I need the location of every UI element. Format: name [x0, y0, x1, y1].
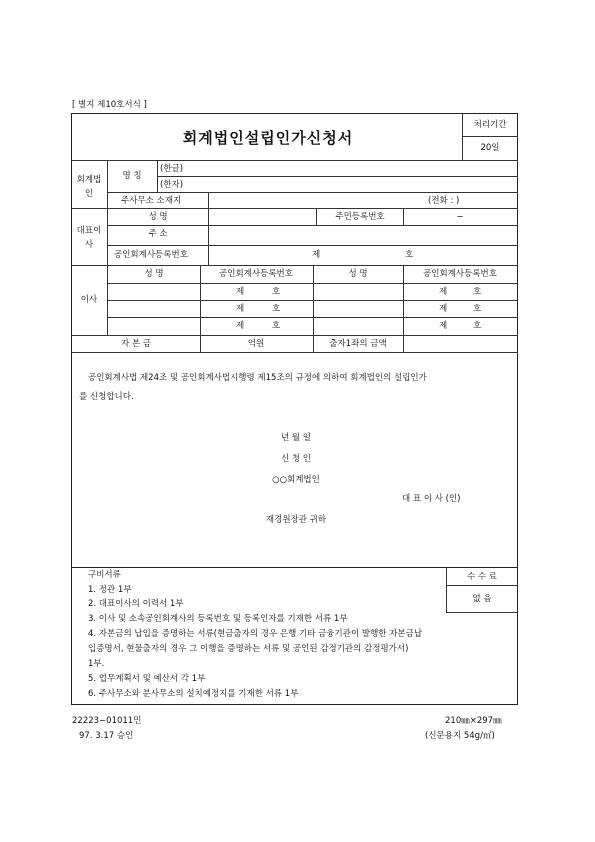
- rep-address-label: 주 소: [148, 229, 168, 239]
- addressee: 재경원장관 귀하: [265, 515, 327, 525]
- documents-heading: 구비서류: [88, 570, 121, 580]
- director-row-ho-2: 호: [473, 287, 482, 297]
- office-address-label: 주사무소 소재지: [121, 196, 182, 206]
- divider: [107, 300, 518, 301]
- rep-group-label-2: 사: [84, 240, 94, 250]
- divider: [446, 585, 518, 586]
- form-code: 22223−01011민: [72, 716, 142, 726]
- director-row-ho-2: 호: [473, 321, 482, 331]
- capital-label: 자 본 금: [120, 339, 152, 349]
- fee-value: 없 음: [472, 594, 492, 604]
- corp-group-label-2: 인: [84, 189, 94, 199]
- rep-group-label: 대표이: [76, 226, 102, 236]
- document-item: 1. 정관 1부: [88, 585, 132, 595]
- divider: [71, 265, 518, 266]
- document-item: 입증명서, 현물출자의 경우 그 이행을 증명하는 서류 및 공인된 감정기관의 감정평가서): [88, 644, 409, 654]
- corp-name-korean: (한글): [160, 164, 184, 174]
- rep-id-label: 주민등록번호: [335, 212, 385, 222]
- document-item: 5. 업무계획서 및 예산서 각 1부: [88, 674, 206, 684]
- divider: [71, 160, 518, 161]
- director-cpa-header-2: 공인회계사등록번호: [423, 269, 497, 279]
- divider: [403, 208, 404, 225]
- capital-first-label: 출자1좌의 금액: [329, 339, 387, 349]
- director-row-je: 제: [236, 287, 245, 297]
- divider: [71, 335, 518, 336]
- capital-unit: 억원: [247, 339, 265, 349]
- divider: [71, 352, 518, 353]
- rep-cpa-ho: 호: [405, 250, 414, 260]
- director-row-je-2: 제: [439, 321, 448, 331]
- rep-cpa-label: 공인회계사등록번호: [114, 250, 188, 260]
- director-row-ho-2: 호: [473, 304, 482, 314]
- divider: [107, 160, 108, 265]
- director-row-ho: 호: [272, 304, 281, 314]
- approval-date: 97. 3.17 승인: [79, 731, 134, 741]
- divider: [107, 225, 518, 226]
- processing-period-value: 20일: [480, 143, 500, 153]
- director-row-ho: 호: [272, 321, 281, 331]
- divider: [157, 176, 518, 177]
- divider: [107, 317, 518, 318]
- divider: [200, 265, 201, 352]
- divider: [313, 265, 314, 352]
- paper-type: (신문용지 54g/㎡): [425, 731, 495, 741]
- corp-name-label: 명 칭: [122, 171, 142, 181]
- divider: [107, 245, 518, 246]
- fee-label: 수 수 료: [466, 572, 498, 582]
- document-item: 4. 자본금의 납입을 증명하는 서류(현금출자의 경우 은행 기타 금융기관이 발행한 자본금납: [88, 629, 423, 639]
- form-number-label: [ 별지 제10호서식 ]: [72, 100, 147, 110]
- director-row-je: 제: [236, 304, 245, 314]
- application-statement: 공인회계사법 제24조 및 공인회계사법시행령 제15조의 규정에 의하여 회계법인의 설립인가: [88, 373, 427, 383]
- divider: [208, 192, 209, 265]
- director-cpa-header: 공인회계사등록번호: [219, 269, 293, 279]
- divider: [107, 192, 518, 193]
- divider: [107, 283, 518, 284]
- processing-period-label: 처리기간: [473, 120, 507, 130]
- form-title: 회계법인설립인가신청서: [182, 129, 354, 147]
- rep-id-dash: −: [456, 212, 464, 222]
- divider: [462, 136, 518, 137]
- document-item: 1부.: [88, 659, 105, 669]
- directors-group-label: 이사: [80, 295, 98, 305]
- office-phone: (전화 : ): [428, 196, 460, 206]
- paper-size: 210㎜×297㎜: [445, 716, 502, 726]
- divider: [71, 208, 518, 209]
- director-row-je-2: 제: [439, 287, 448, 297]
- director-row-je-2: 제: [439, 304, 448, 314]
- representative-signature: 대 표 이 사 (인): [402, 494, 461, 504]
- applicant-label: 신 청 인: [280, 454, 312, 464]
- rep-name-label: 성 명: [148, 212, 168, 222]
- document-item: 2. 대표이사의 이력서 1부: [88, 599, 184, 609]
- director-row-ho: 호: [272, 287, 281, 297]
- corp-name-placeholder: ○○회계법인: [272, 475, 320, 485]
- corp-group-label: 회계법: [76, 175, 102, 185]
- application-date: 년 월 일: [280, 433, 312, 443]
- application-statement-2: 를 신청합니다.: [79, 392, 134, 402]
- document-item: 3. 이사 및 소속공인회계사의 등록번호 및 등록인자를 기재한 서류 1부: [88, 614, 348, 624]
- corp-name-hanja: (한자): [160, 180, 184, 190]
- director-row-je: 제: [236, 321, 245, 331]
- divider: [316, 208, 317, 225]
- divider: [403, 265, 404, 352]
- director-name-header-2: 성 명: [348, 269, 368, 279]
- document-item: 6. 주사무소와 분사무소의 설치예정지를 기재한 서류 1부: [88, 689, 299, 699]
- rep-cpa-je: 제: [312, 250, 321, 260]
- director-name-header: 성 명: [144, 269, 164, 279]
